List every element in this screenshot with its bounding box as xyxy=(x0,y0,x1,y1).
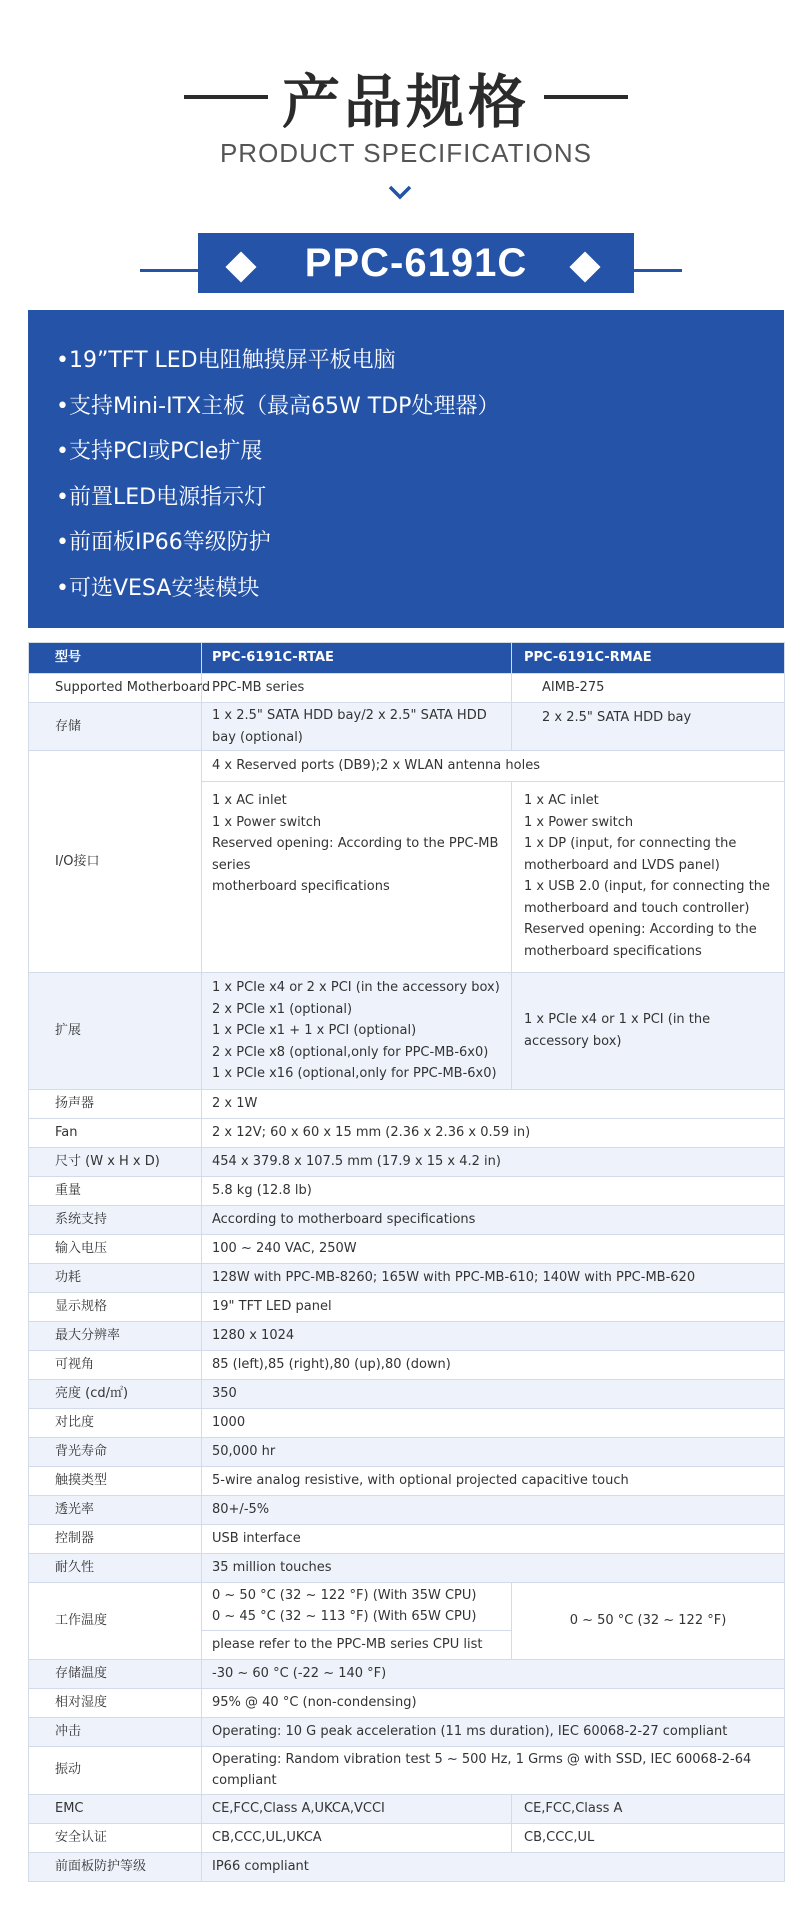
row-value: 350 xyxy=(202,1379,785,1408)
row-value: CE,FCC,Class A,UKCA,VCCI xyxy=(202,1794,512,1823)
feature-item: •19”TFT LED电阻触摸屏平板电脑 xyxy=(56,348,396,373)
row-label: 最大分辨率 xyxy=(29,1321,202,1350)
row-value: 1 x 2.5" SATA HDD bay/2 x 2.5" SATA HDD bay (optional) xyxy=(202,703,512,751)
feature-item: •可选VESA安装模块 xyxy=(56,575,260,601)
page-title: 产品规格 xyxy=(281,68,530,136)
expansion-list-rtae xyxy=(202,973,512,1090)
table-row xyxy=(29,1147,785,1176)
row-value: AIMB-275 xyxy=(512,674,785,703)
row-value: 4 x Reserved ports (DB9);2 x WLAN antenna holes xyxy=(202,751,785,782)
row-value: please refer to the PPC-MB series CPU list xyxy=(202,1630,512,1659)
row-value: Operating: 10 G peak acceleration (11 ms duration), IEC 60068-2-27 compliant xyxy=(202,1717,785,1746)
row-value: 2 x 2.5" SATA HDD bay xyxy=(512,703,785,751)
row-label: 重量 xyxy=(29,1176,202,1205)
row-label: 冲击 xyxy=(29,1717,202,1746)
row-value: 454 x 379.8 x 107.5 mm (17.9 x 15 x 4.2 in) xyxy=(202,1147,785,1176)
title-line-left xyxy=(184,95,268,99)
row-value: 50,000 hr xyxy=(202,1437,785,1466)
row-label: EMC xyxy=(29,1794,202,1823)
row-label: 安全认证 xyxy=(29,1823,202,1852)
header-model-rtae: PPC-6191C-RTAE xyxy=(202,643,512,674)
table-row xyxy=(29,1205,785,1234)
table-row xyxy=(29,1746,785,1794)
table-row xyxy=(29,1234,785,1263)
title-line-right xyxy=(544,95,628,99)
feature-list xyxy=(28,310,784,628)
row-label: 尺寸 (W x H x D) xyxy=(29,1147,202,1176)
feature-item: •前面板IP66等级防护 xyxy=(56,530,271,555)
row-value: 5.8 kg (12.8 lb) xyxy=(202,1176,785,1205)
list-item: 1 x PCIe x4 or 2 x PCI (in the accessory box) xyxy=(212,980,500,995)
feature-item: •支持Mini-ITX主板（最高65W TDP处理器） xyxy=(56,393,500,419)
row-value: -30 ~ 60 °C (-22 ~ 140 °F) xyxy=(202,1659,785,1688)
list-item: Reserved opening: According to the PPC-MB series xyxy=(212,836,499,873)
row-label: 亮度 (cd/㎡) xyxy=(29,1379,202,1408)
feature-item: •支持PCI或PCle扩展 xyxy=(56,439,263,464)
table-row xyxy=(29,674,785,703)
list-item: 1 x Power switch xyxy=(212,814,322,830)
list-item: 1 x USB 2.0 (input, for connecting the motherboard and touch controller) xyxy=(524,879,771,916)
row-value: IP66 compliant xyxy=(202,1852,785,1881)
page-subtitle: PRODUCT SPECIFICATIONS xyxy=(219,138,593,168)
list-item: 0 ~ 50 °C (32 ~ 122 °F) (With 35W CPU) xyxy=(212,1587,477,1603)
table-row xyxy=(29,1089,785,1118)
row-value: 100 ~ 240 VAC, 250W xyxy=(202,1234,785,1263)
row-value: 128W with PPC-MB-8260; 165W with PPC-MB-610; 140W with PPC-MB-620 xyxy=(202,1263,785,1292)
table-row xyxy=(29,1794,785,1823)
row-label: 系统支持 xyxy=(29,1205,202,1234)
list-item: 1 x PCIe x1 + 1 x PCI (optional) xyxy=(212,1023,417,1038)
list-item: 1 x Power switch xyxy=(524,814,634,830)
table-row xyxy=(29,973,785,1090)
row-value: 95% @ 40 °C (non-condensing) xyxy=(202,1688,785,1717)
op-temp-rmae: 0 ~ 50 °C (32 ~ 122 °F) xyxy=(512,1582,785,1659)
spec-table xyxy=(28,642,785,1882)
row-label: 功耗 xyxy=(29,1263,202,1292)
row-value: 1000 xyxy=(202,1408,785,1437)
row-value: 80+/-5% xyxy=(202,1495,785,1524)
list-item: 1 x AC inlet xyxy=(524,793,599,808)
model-name: PPC-6191C xyxy=(304,240,528,285)
row-value: CB,CCC,UL,UKCA xyxy=(202,1823,512,1852)
row-value: 85 (left),85 (right),80 (up),80 (down) xyxy=(202,1350,785,1379)
table-row xyxy=(29,1717,785,1746)
table-row xyxy=(29,1524,785,1553)
row-label: Supported Motherboard xyxy=(29,674,202,703)
title-row xyxy=(0,62,812,136)
header-label: 型号 xyxy=(29,643,202,674)
table-row xyxy=(29,1263,785,1292)
table-row xyxy=(29,1379,785,1408)
row-value: 35 million touches xyxy=(202,1553,785,1582)
list-item: motherboard specifications xyxy=(212,879,390,894)
table-row xyxy=(29,1466,785,1495)
row-label: 触摸类型 xyxy=(29,1466,202,1495)
row-value: USB interface xyxy=(202,1524,785,1553)
row-value: 2 x 1W xyxy=(202,1089,785,1118)
list-item: 0 ~ 45 °C (32 ~ 113 °F) (With 65W CPU) xyxy=(212,1609,477,1624)
table-row xyxy=(29,703,785,751)
row-value: CB,CCC,UL xyxy=(512,1823,785,1852)
row-value: According to motherboard specifications xyxy=(202,1205,785,1234)
row-value: Operating: Random vibration test 5 ~ 500 Hz, 1 Grms @ with SSD, IEC 60068-2-64 compliant xyxy=(202,1746,785,1794)
table-row xyxy=(29,1118,785,1147)
chevron-down-icon xyxy=(388,184,412,200)
list-item: 2 x PCIe x8 (optional,only for PPC-MB-6x0) xyxy=(212,1044,489,1060)
row-value: 5-wire analog resistive, with optional projected capacitive touch xyxy=(202,1466,785,1495)
table-row xyxy=(29,1688,785,1717)
row-label: 耐久性 xyxy=(29,1553,202,1582)
row-label: 显示规格 xyxy=(29,1292,202,1321)
list-item: 1 x PCIe x16 (optional,only for PPC-MB-6x0) xyxy=(212,1066,497,1081)
table-row xyxy=(29,1495,785,1524)
table-row xyxy=(29,1659,785,1688)
table-row xyxy=(29,1321,785,1350)
table-row xyxy=(29,1582,785,1630)
op-temp-rtae xyxy=(202,1582,512,1630)
table-row xyxy=(29,1350,785,1379)
io-list-rmae xyxy=(512,782,785,973)
row-label: 前面板防护等级 xyxy=(29,1852,202,1881)
row-label: 扬声器 xyxy=(29,1089,202,1118)
list-item: 1 x AC inlet xyxy=(212,793,287,808)
row-value: 1280 x 1024 xyxy=(202,1321,785,1350)
table-row xyxy=(29,1292,785,1321)
table-row xyxy=(29,1553,785,1582)
table-row xyxy=(29,1176,785,1205)
row-label: 背光寿命 xyxy=(29,1437,202,1466)
row-label: 相对湿度 xyxy=(29,1688,202,1717)
io-list-rtae xyxy=(202,782,512,973)
row-label: 对比度 xyxy=(29,1408,202,1437)
row-label: 透光率 xyxy=(29,1495,202,1524)
row-value: 1 x PCIe x4 or 1 x PCI (in the accessory box) xyxy=(512,973,785,1090)
row-label: 振动 xyxy=(29,1746,202,1794)
row-value: 2 x 12V; 60 x 60 x 15 mm (2.36 x 2.36 x 0.59 in) xyxy=(202,1118,785,1147)
row-label: Fan xyxy=(29,1118,202,1147)
table-row xyxy=(29,1437,785,1466)
feature-item: •前置LED电源指示灯 xyxy=(56,484,267,510)
table-row xyxy=(29,1823,785,1852)
header-model-rmae: PPC-6191C-RMAE xyxy=(512,643,785,674)
table-row xyxy=(29,751,785,782)
row-label: 输入电压 xyxy=(29,1234,202,1263)
row-value: PPC-MB series xyxy=(202,674,512,703)
model-banner xyxy=(198,233,634,293)
row-label: 存储温度 xyxy=(29,1659,202,1688)
row-label: 工作温度 xyxy=(29,1582,202,1659)
list-item: Reserved opening: According to the motherboard specifications xyxy=(524,922,757,959)
row-value: 19" TFT LED panel xyxy=(202,1292,785,1321)
table-header-row xyxy=(29,643,785,674)
list-item: 1 x DP (input, for connecting the motherboard and LVDS panel) xyxy=(524,836,737,873)
row-label: 存储 xyxy=(29,703,202,751)
row-label: I/O接口 xyxy=(29,751,202,973)
row-value: CE,FCC,Class A xyxy=(512,1794,785,1823)
table-row xyxy=(29,1852,785,1881)
row-label: 控制器 xyxy=(29,1524,202,1553)
list-item: 2 x PCIe x1 (optional) xyxy=(212,1001,353,1017)
row-label: 扩展 xyxy=(29,973,202,1090)
row-label: 可视角 xyxy=(29,1350,202,1379)
table-row xyxy=(29,1408,785,1437)
